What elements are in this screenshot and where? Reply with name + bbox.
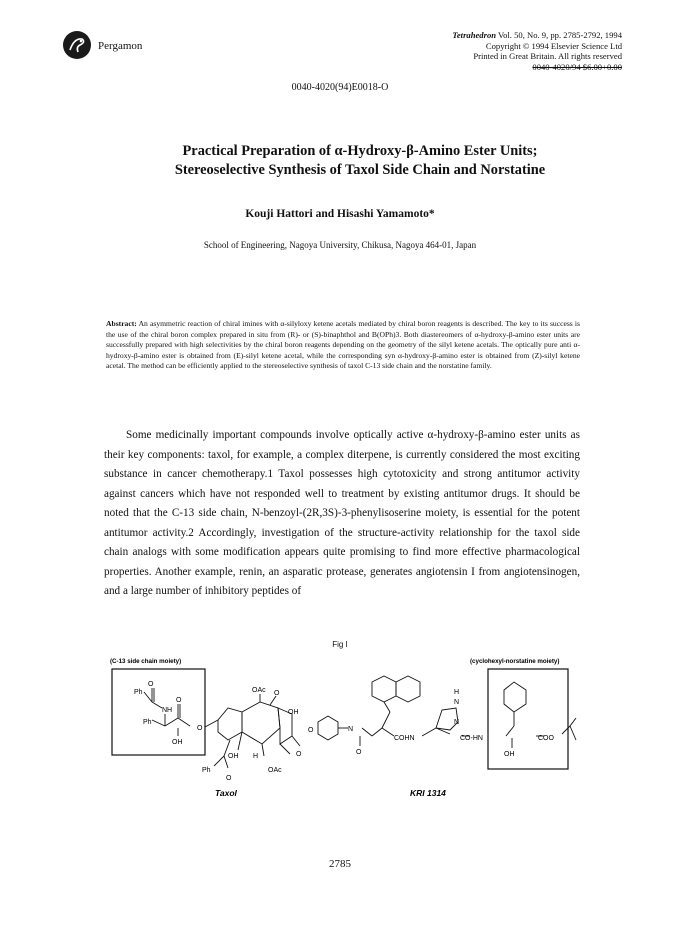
atom-ph-1: Ph [134, 689, 143, 696]
taxol-caption: Taxol [215, 788, 237, 798]
journal-volume: Vol. 50, No. 9, pp. 2785-2792, 1994 [496, 30, 622, 40]
atom-n-3: N [454, 719, 460, 726]
atom-nh: NH [162, 707, 173, 714]
journal-title: Tetrahedron [452, 30, 497, 40]
figure-label: Fig I [332, 640, 348, 649]
atom-o-4: O [296, 751, 302, 758]
atom-n-1: N [348, 726, 354, 733]
right-box-label: (cyclohexyl-norstatine moiety) [470, 658, 560, 665]
atom-oac-1: OAc [252, 687, 266, 694]
figure-structures [110, 650, 580, 800]
atom-oac-2: OAc [268, 767, 282, 774]
journal-info [452, 30, 622, 72]
doi-code: 0040-4020(94)E0018-O [291, 82, 389, 93]
atom-o-3: O [274, 690, 280, 697]
atom-o-2: O [176, 697, 182, 704]
price-line: 0040-4020/94 $6.00+0.00 [532, 61, 622, 72]
atom-ph-2: Ph [143, 719, 152, 726]
title-line-1: Practical Preparation of α-Hydroxy-β-Amino Ester Units; [182, 143, 538, 159]
atom-h-2: H [454, 689, 460, 696]
atom-o-7: O [356, 749, 362, 756]
atom-oh-4: OH [504, 751, 515, 758]
atom-n-2: N [454, 699, 460, 706]
abstract [106, 319, 580, 372]
paper-title [80, 142, 640, 180]
atom-o-5: O [226, 775, 232, 782]
side-chain-box [112, 669, 205, 755]
pergamon-logo-icon [62, 30, 92, 60]
atom-oh-2: OH [288, 709, 299, 716]
atom-oh-1: OH [172, 739, 183, 746]
atom-cohn: COHN [394, 735, 415, 742]
abstract-text: An asymmetric reaction of chiral imines with α-silyloxy ketene acetals mediated by chiral boron reagents is described. The key to its success is the use of the chiral boron complex prepared in situ from (R)- or (S)-binaphthol and B(OPh)3. Both diastereomers of α-hydroxy-β-amino ester units are successfully prepared with high selectivities by the chiral boron reagents depending on the geometry of the silyl ketene acetals. The optically pure anti α-hydroxy-β-amino ester is obtained from (E)-silyl ketene acetal, while the corresponding syn α-hydroxy-β-amino ester is obtained from (Z)-silyl ketene acetal. The method can be efficiently applied to the stereoselective synthesis of taxol C-13 side chain and the norstatine family. [106, 319, 580, 371]
atom-oh-3: OH [228, 753, 239, 760]
author-list: Kouji Hattori and Hisashi Yamamoto* [245, 208, 435, 220]
norstatine-box [488, 669, 568, 769]
body-text: Some medicinally important compounds involve optically active α-hydroxy-β-amino ester units as their key components: taxol, for example, a complex diterpene, is currently considered the most exciting substance in cancer chemotherapy.1 Taxol possesses high cytotoxicity and strong antitumor activity against cancers which have not responded well to treatment by existing antitumor drugs. It should be noted that the C-13 side chain, N-benzoyl-(2R,3S)-3-phenylisoserine moiety, is essential for the potent antitumor activity.2 Accordingly, investigation of the structure-activity relationship for the taxol side chain analogs with some modification appears quite promising to find more effective pharmacological properties. Another example, renin, an asparatic protease, generates angiotensin I from angiotensinogen, and a large number of inhibitory peptides of [104, 429, 580, 597]
printed-line: Printed in Great Britain. All rights reserved [473, 51, 622, 62]
atom-ph-3: Ph [202, 767, 211, 774]
page-number: 2785 [329, 858, 351, 870]
atom-o-1: O [148, 681, 154, 688]
left-box-label: (C-13 side chain moiety) [110, 658, 182, 665]
publisher-name: Pergamon [98, 40, 143, 52]
atom-h: H [253, 753, 259, 760]
atom-o-6: O [308, 727, 314, 734]
atom-coo: COO [538, 735, 554, 742]
body-paragraph [104, 426, 580, 602]
affiliation: School of Engineering, Nagoya University, Chikusa, Nagoya 464-01, Japan [203, 240, 477, 250]
abstract-label: Abstract: [106, 319, 137, 328]
atom-co-hn: CO-HN [460, 735, 483, 742]
kri-caption: KRI 1314 [410, 788, 446, 798]
title-line-2: Stereoselective Synthesis of Taxol Side Chain and Norstatine [174, 162, 546, 178]
atom-o-ester: O [197, 725, 203, 732]
copyright-line: Copyright © 1994 Elsevier Science Ltd [485, 40, 622, 51]
